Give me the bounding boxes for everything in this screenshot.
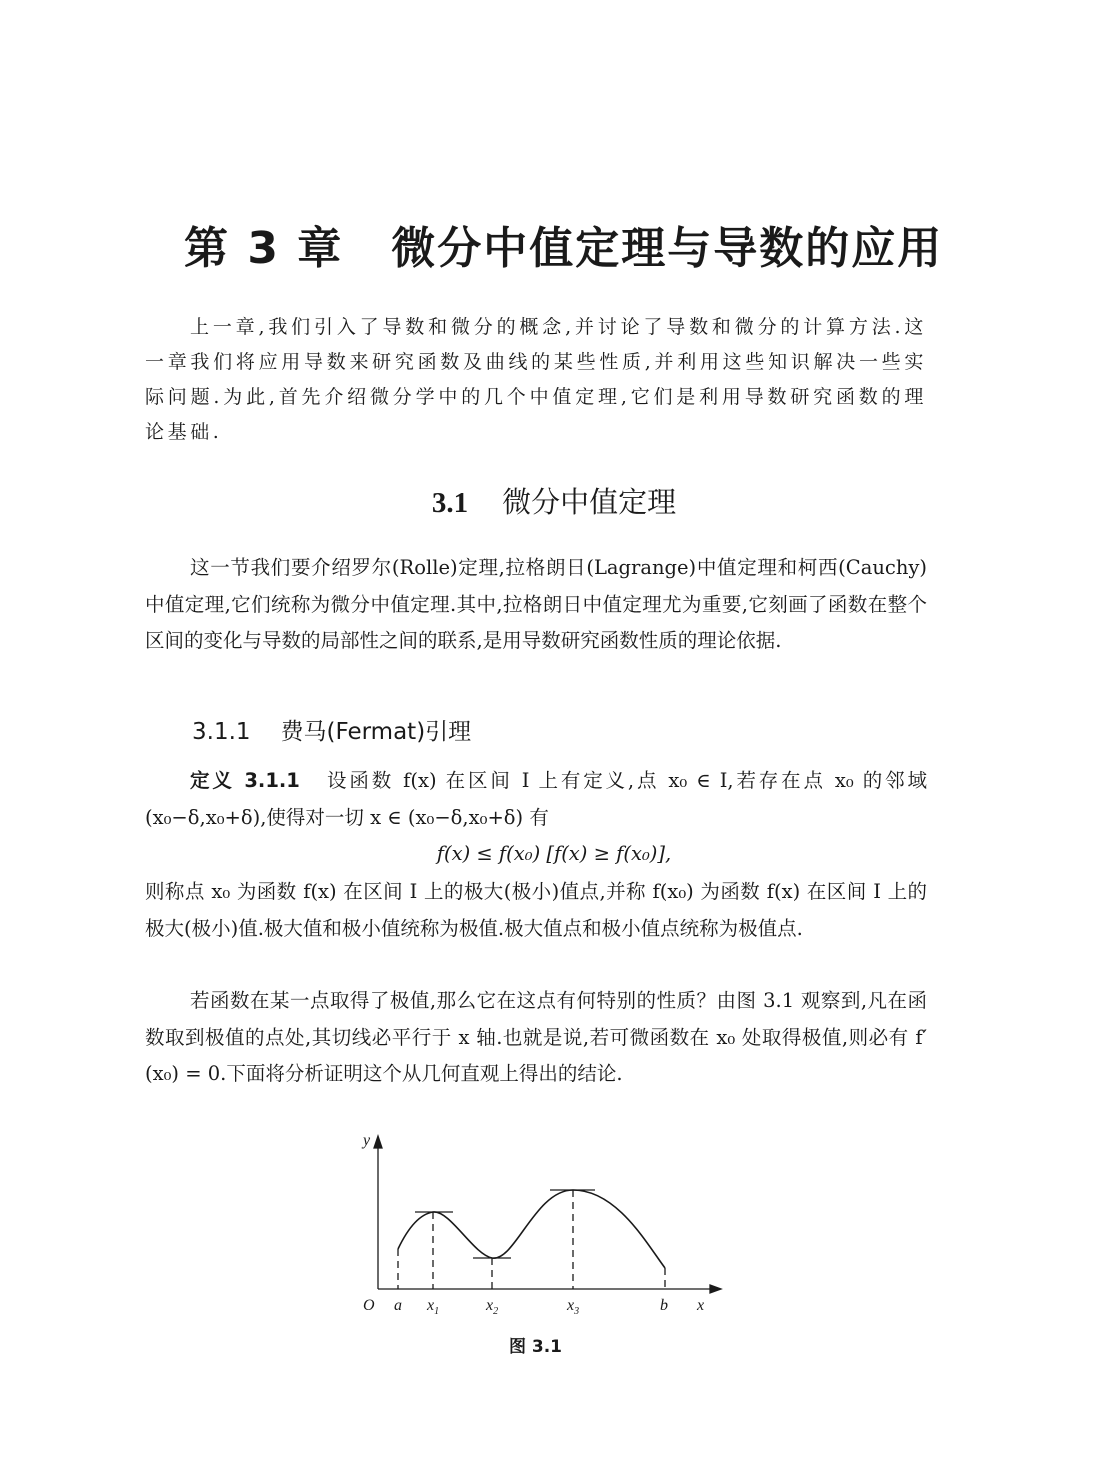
section-intro-paragraph: 这一节我们要介绍罗尔(Rolle)定理,拉格朗日(Lagrange)中值定理和柯西(Cauchy)中值定理,它们统称为微分中值定理.其中,拉格朗日中值定理尤为重要,它刻画了函数在整个区间的变化与导数的局部性之间的联系,是用导数研究函数性质的理论依据. [145, 556, 927, 652]
tick-b: b [660, 1297, 668, 1314]
intro-paragraph: 上一章,我们引入了导数和微分的概念,并讨论了导数和微分的计算方法.这一章我们将应用导数来研究函数及曲线的某些性质,并利用这些知识解决一些实际问题.为此,首先介绍微分学中的几个中值定理,它们是利用导数研究函数的理论基础. [145, 316, 927, 443]
section-intro-block [145, 550, 927, 660]
tick-x2: $x_2$ [486, 1297, 499, 1317]
definition-label: 定义 3.1.1 [190, 769, 300, 792]
definition-conclusion: 则称点 x₀ 为函数 f(x) 在区间 I 上的极大(极小)值点,并称 f(x₀) 为函数 f(x) 在区间 I 上的极大(极小)值.极大值和极小值统称为极值.极大值点和极小值点统称为极值点. [145, 880, 927, 940]
section-number: 3.1 [431, 487, 469, 519]
definition-formula: f(x) ≤ f(x₀) [f(x) ≥ f(x₀)], [436, 842, 672, 865]
observation-block [145, 983, 927, 1093]
x-axis-label: x [697, 1297, 705, 1314]
figure-3-1 [355, 1128, 725, 1323]
y-axis-label: y [363, 1132, 371, 1149]
subsection-number: 3.1.1 [192, 719, 251, 745]
subsection-heading [192, 713, 471, 746]
tick-x3: $x_3$ [567, 1297, 580, 1317]
section-title: 微分中值定理 [502, 485, 677, 519]
observation-paragraph: 若函数在某一点取得了极值,那么它在这点有何特别的性质？由图 3.1 观察到,凡在函数取到极值的点处,其切线必平行于 x 轴.也就是说,若可微函数在 x₀ 处取得极值,则必有 f′(x₀) = 0.下面将分析证明这个从几何直观上得出的结论. [145, 989, 927, 1085]
x-axis-arrow [710, 1285, 721, 1293]
chapter-title: 微分中值定理与导数的应用 [391, 223, 944, 274]
tick-a: a [394, 1297, 402, 1314]
definition-paragraph [145, 763, 927, 836]
chapter-heading [184, 212, 943, 276]
y-axis-arrow [374, 1136, 382, 1148]
origin-label: O [363, 1297, 375, 1314]
definition-conclusion-block [145, 874, 927, 947]
subsection-title: 费马(Fermat)引理 [280, 719, 472, 745]
chapter-intro [145, 310, 927, 450]
function-curve [398, 1190, 665, 1268]
tick-x1: $x_1$ [427, 1297, 440, 1317]
definition-block [145, 763, 927, 836]
figure-caption: 图 3.1 [508, 1337, 563, 1357]
section-heading [0, 480, 1108, 521]
definition-text: 设函数 f(x) 在区间 I 上有定义,点 x₀ ∈ I,若存在点 x₀ 的邻域(x₀−δ,x₀+δ),使得对一切 x ∈ (x₀−δ,x₀+δ) 有 [145, 769, 927, 829]
chapter-number: 第 3 章 [184, 223, 344, 274]
